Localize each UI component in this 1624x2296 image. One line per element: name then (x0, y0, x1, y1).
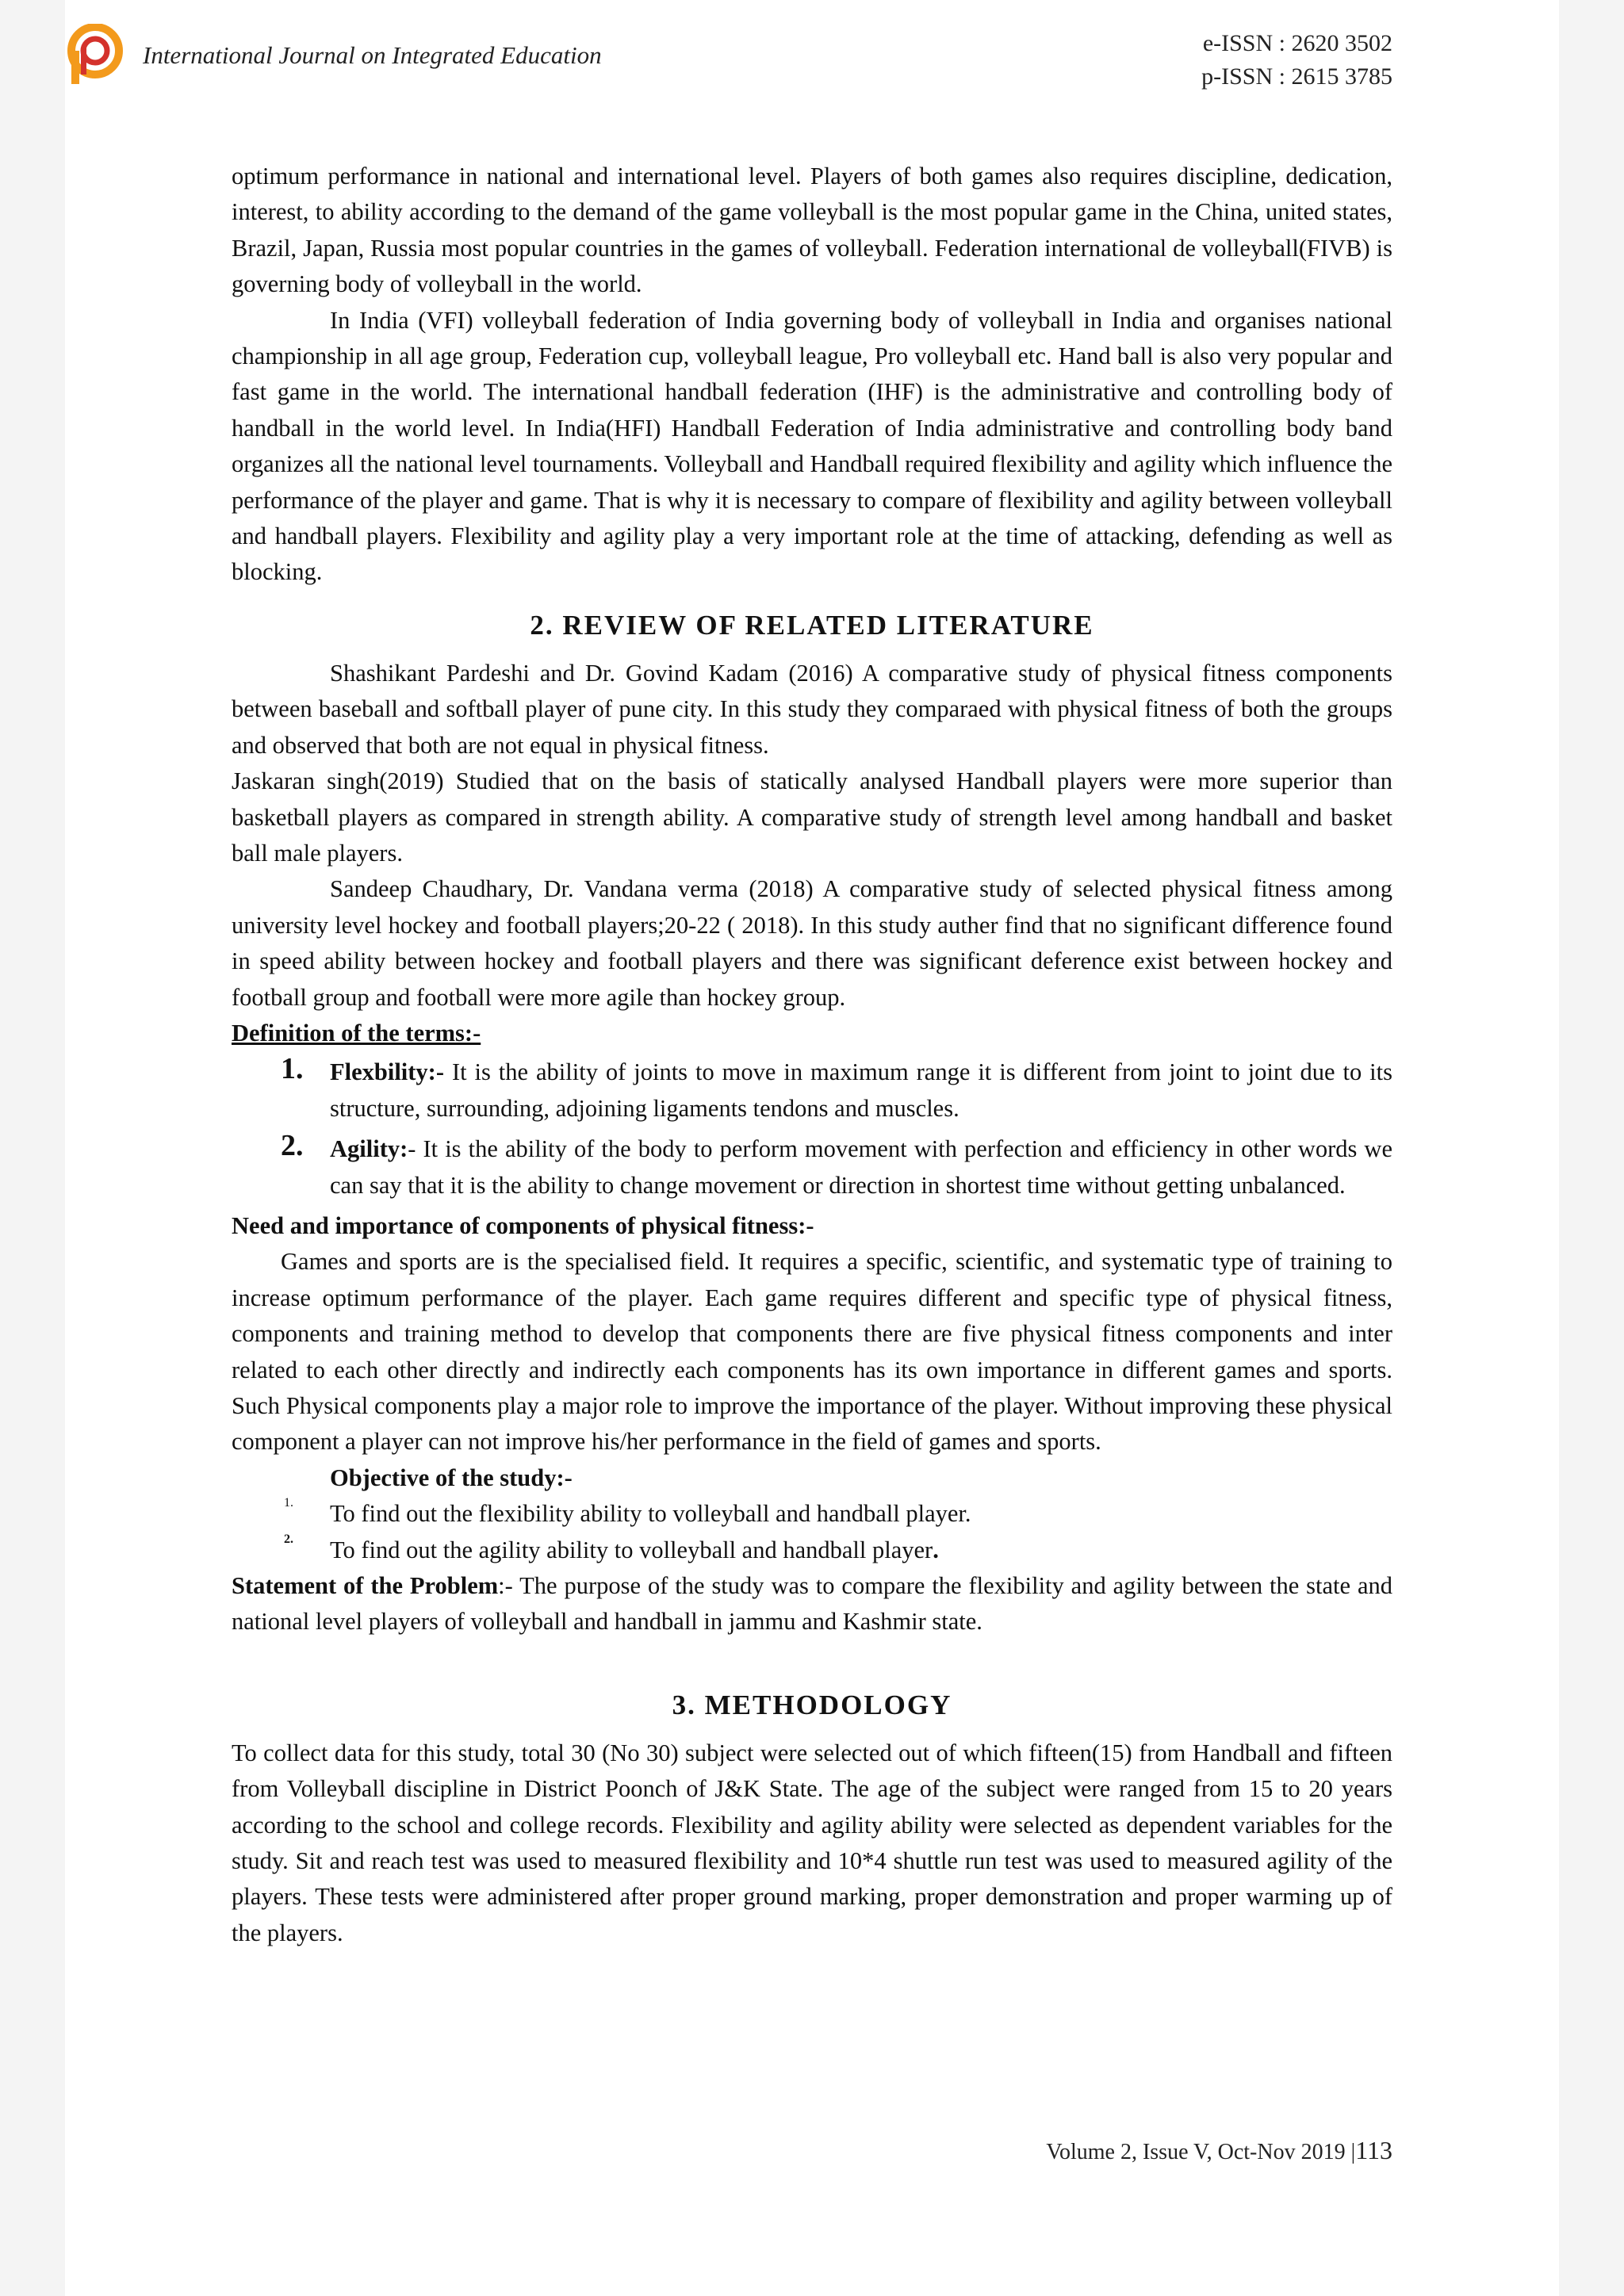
statement-label: Statement of the Problem (232, 1572, 499, 1600)
objective-item (232, 1496, 1392, 1532)
definition-text: - It is the ability of the body to perform movement with perfection and efficiency in other words we can say that it is the ability to change movement or direction in shortest time without getting unbalanced. (330, 1135, 1392, 1199)
left-margin-band (0, 0, 65, 2296)
page-number: 113 (1355, 2136, 1392, 2164)
definition-number: 2. (281, 1129, 304, 1163)
statement-paragraph (232, 1568, 1392, 1640)
page-footer (1046, 2136, 1392, 2165)
journal-logo-icon (67, 24, 124, 87)
objectives-list (232, 1496, 1392, 1568)
objective-number: 1. (284, 1496, 293, 1510)
review-paragraph-3: Sandeep Chaudhary, Dr. Vandana verma (2018) A comparative study of selected physical fitness among university level hockey and football players;20-22 ( 2018). In this study auther find that no significant difference found in speed ability between hockey and football players and there was significant deference exist between hockey and football group and football were more agile than hockey group. (232, 875, 1392, 1011)
article-body (232, 159, 1392, 1951)
page-header (0, 0, 1624, 111)
objective-text: To find out the flexibility ability to volleyball and handball player. (330, 1500, 971, 1528)
methodology-paragraph: To collect data for this study, total 30 (No 30) subject were selected out of which fifteen(15) from Handball and fifteen from Volleyball discipline in District Poonch of J&K State. The age of the subject were ranged from 15 to 20 years according to the school and college records. Flexibility and agility ability were selected as dependent variables for the study. Sit and reach test was used to measured flexibility and 10*4 shuttle run test was used to measured agility of the players. These tests were administered after proper ground marking, proper demonstration and proper warming up of the players. (232, 1739, 1392, 1946)
need-heading: Need and importance of components of physical fitness:- (232, 1211, 814, 1239)
intro-paragraph-2: In India (VFI) volleyball federation of India governing body of volleyball in India and organises national championship in all age group, Federation cup, volleyball league, Pro volleyball etc. Hand ball is also very popular and fast game in the world. The international handball federation (IHF) is the administrative and controlling body of handball in the world level. In India(HFI) Handball Federation of India administrative and controlling body band organizes all the national level tournaments. Volleyball and Handball required flexibility and agility which influence the performance of the player and game. That is why it is necessary to compare of flexibility and agility between volleyball and handball players. Flexibility and agility play a very important role at the time of attacking, defending as well as blocking. (232, 306, 1392, 586)
pissn: p-ISSN : 2615 3785 (1201, 63, 1392, 90)
intro-paragraph-1: optimum performance in national and international level. Players of both games also requires discipline, dedication, interest, to ability according to the demand of the game volleyball is the most popular game in the China, united states, Brazil, Japan, Russia most popular countries in the games of volleyball. Federation international de volleyball(FIVB) is governing body of volleyball in the world. (232, 163, 1392, 298)
definitions-list (232, 1054, 1392, 1203)
definition-item (232, 1054, 1392, 1127)
statement-text: :- The purpose of the study was to compare the flexibility and agility between the state and national level players of volleyball and handball in jammu and Kashmir state. (232, 1572, 1392, 1636)
definition-term: Agility: (330, 1135, 408, 1163)
objectives-heading: Objective of the study:- (330, 1464, 573, 1491)
definition-term: Flexbility:- (330, 1058, 444, 1086)
section-heading-review: 2. REVIEW OF RELATED LITERATURE (530, 609, 1094, 641)
objective-end: . (933, 1536, 939, 1563)
section-heading-methodology: 3. METHODOLOGY (672, 1689, 952, 1720)
eissn: e-ISSN : 2620 3502 (1202, 30, 1392, 56)
definitions-heading: Definition of the terms:- (232, 1019, 481, 1047)
right-margin-band (1559, 0, 1624, 2296)
issn-block (1201, 27, 1392, 94)
definition-item (232, 1131, 1392, 1203)
volume-info: Volume 2, Issue V, Oct-Nov 2019 | (1046, 2140, 1356, 2164)
definition-text: It is the ability of joints to move in maximum range it is different from joint to joint due to its structure, surrounding, adjoining ligaments tendons and muscles. (330, 1058, 1392, 1122)
definition-number: 1. (281, 1052, 304, 1086)
objective-text: To find out the agility ability to volleyball and handball player (330, 1536, 933, 1563)
review-paragraph-1: Shashikant Pardeshi and Dr. Govind Kadam (2016) A comparative study of physical fitness components between baseball and softball player of pune city. In this study they comparaed with physical fitness of both the groups and observed that both are not equal in physical fitness. (232, 659, 1392, 759)
need-paragraph: Games and sports are is the specialised field. It requires a specific, scientific, and systematic type of training to increase optimum performance of the player. Each game requires different and specific type of physical fitness, components and training method to develop that components there are five physical fitness components and inter related to each other directly and indirectly each components has its own importance in different games and sports. Such Physical components play a major role to improve the importance of the player. Without improving these physical component a player can not improve his/her performance in the field of games and sports. (232, 1248, 1392, 1456)
objective-number: 2. (284, 1532, 293, 1546)
objective-item (232, 1533, 1392, 1568)
review-paragraph-2: Jaskaran singh(2019) Studied that on the basis of statically analysed Handball players were more superior than basketball players as compared in strength ability. A comparative study of strength level among handball and basket ball male players. (232, 767, 1392, 867)
journal-name: International Journal on Integrated Education (143, 41, 602, 69)
